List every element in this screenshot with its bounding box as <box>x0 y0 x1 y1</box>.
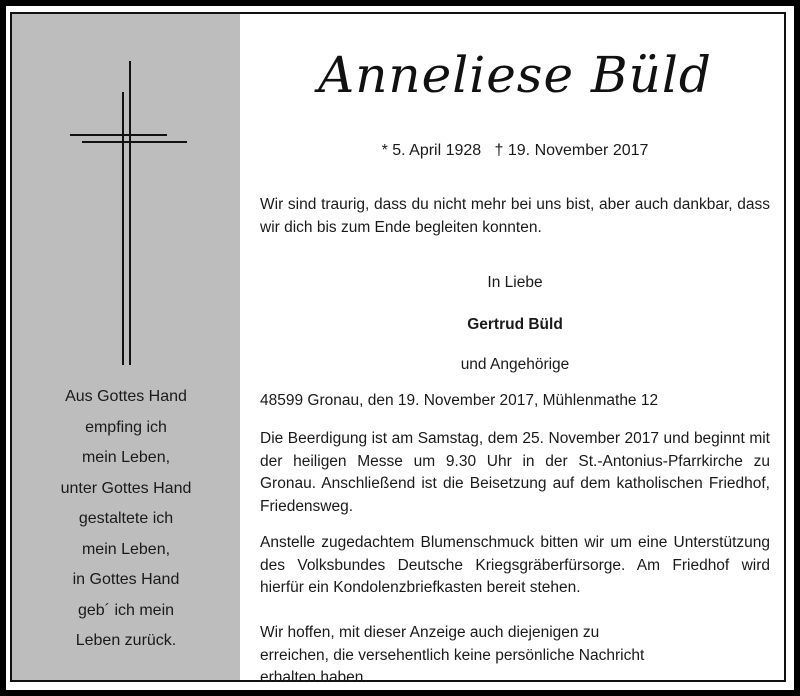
main-content <box>260 14 770 686</box>
in-love: In Liebe <box>487 274 543 291</box>
funeral-text: Die Beerdigung ist am Samstag, dem 25. November 2017 und beginnt mit der heiligen Messe um 9.30 Uhr in der St.-Antonius-Pfarrkirche zu Gronau. Anschließend ist die Beisetzung auf dem katholischen Friedhof, Friedensweg. <box>260 430 770 515</box>
notice-border <box>10 12 786 686</box>
intro-text: Wir sind traurig, dass du nicht mehr bei uns bist, aber auch dankbar, dass wir dich bis zum Ende begleiten konnten. <box>260 196 770 236</box>
poem-line: empfing ich <box>85 418 167 436</box>
signer-name: Gertrud Büld <box>467 316 563 333</box>
poem <box>12 382 240 657</box>
poem-line: Leben zurück. <box>75 632 177 649</box>
side-panel <box>12 14 240 680</box>
poem-line: gestaltete ich <box>78 510 174 527</box>
poem-line: mein Leben, <box>81 449 171 466</box>
poem-line: geb´ ich mein <box>77 601 175 619</box>
deceased-name: Anneliese Büld <box>318 46 712 104</box>
poem-line: in Gottes Hand <box>72 571 180 588</box>
poem-line: unter Gottes Hand <box>60 479 192 497</box>
donation-text: Anstelle zugedachtem Blumenschmuck bitten wir um eine Unterstützung des Volksbundes Deutsche Kriegsgräberfürsorge. Am Friedhof wird hierfür ein Kondolenzbriefkasten bereit stehen. <box>260 534 770 596</box>
closing-text: Wir hoffen, mit dieser Anzeige auch diejenigen zu erreichen, die versehentlich keine persönliche Nachricht erhalten haben. <box>260 624 645 686</box>
notice-frame <box>6 6 794 690</box>
poem-line: Aus Gottes Hand <box>65 388 187 405</box>
address: 48599 Gronau, den 19. November 2017, Mühlenmathe 12 <box>260 392 659 409</box>
relatives: und Angehörige <box>460 356 570 373</box>
poem-line: mein Leben, <box>81 540 171 558</box>
life-dates: * 5. April 1928 † 19. November 2017 <box>381 142 649 159</box>
